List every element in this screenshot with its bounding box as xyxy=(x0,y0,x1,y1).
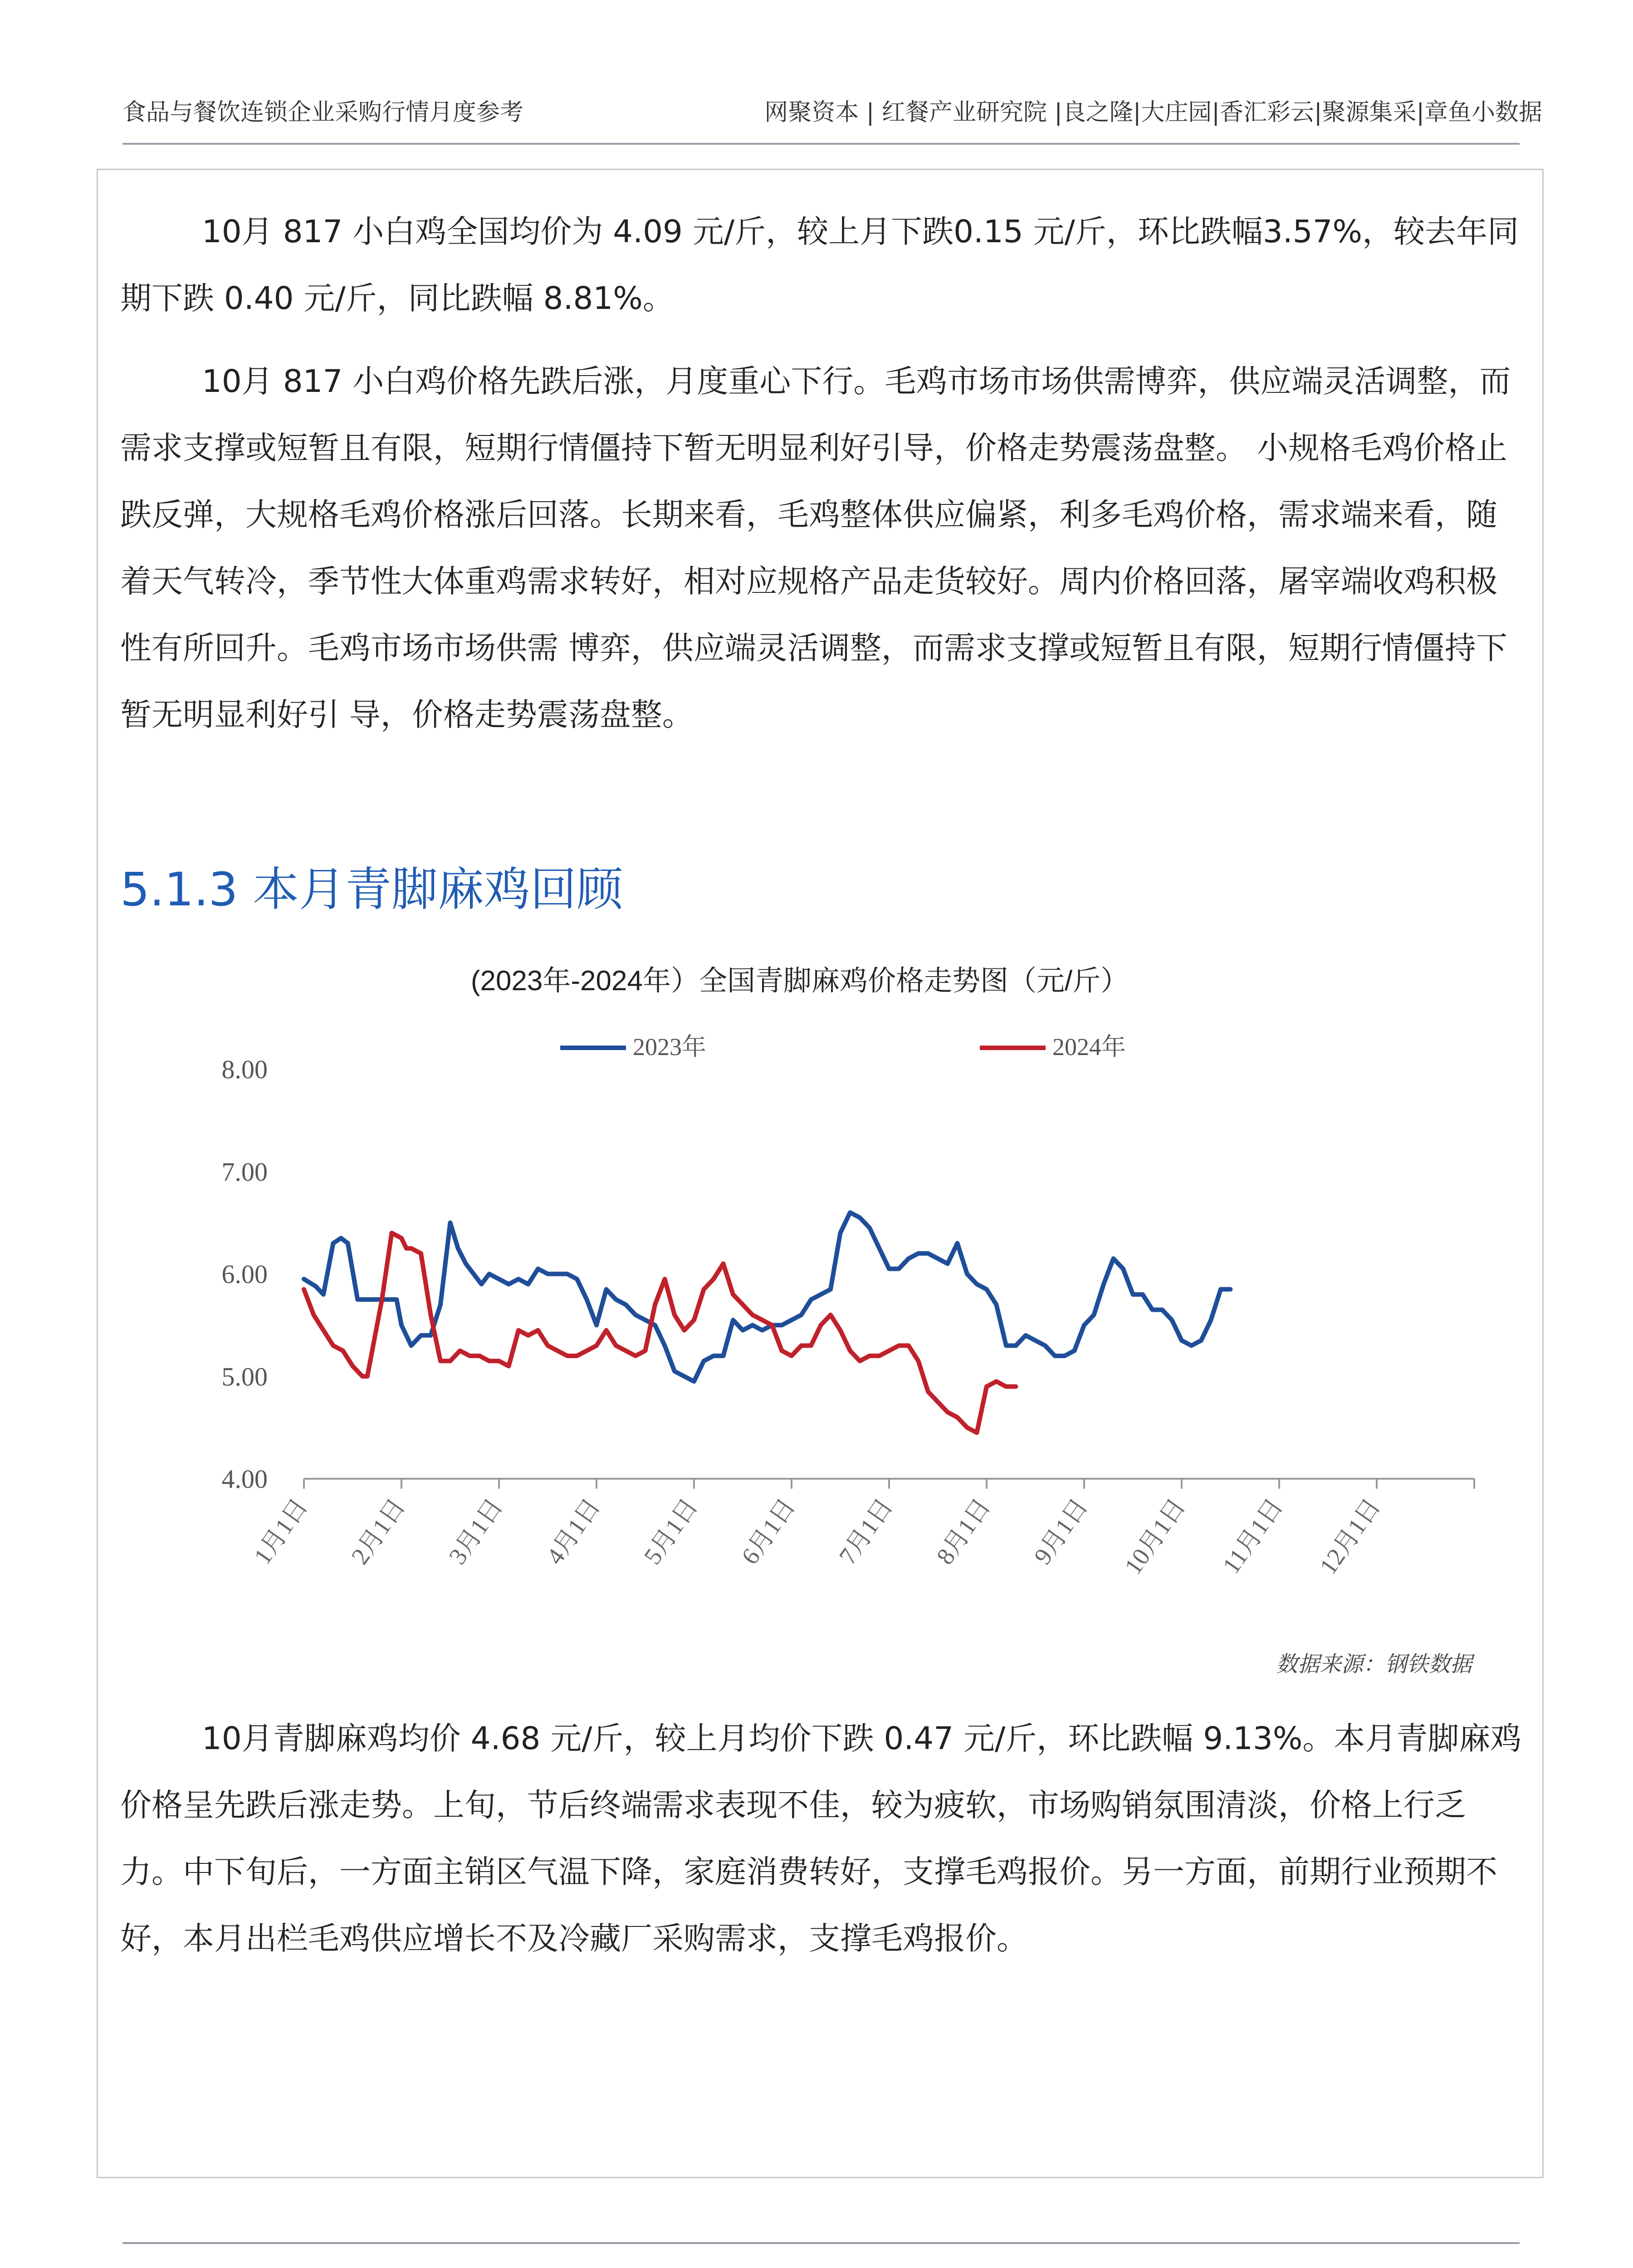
footer-divider xyxy=(122,2242,1520,2244)
x-tick-label: 3月1日 xyxy=(443,1493,508,1569)
paragraph-qingjiao-review: 10月青脚麻鸡均价 4.68 元/斤，较上月均价下跌 0.47 元/斤，环比跌幅 9.13%。本月青脚麻鸡价格呈先跌后涨走势。上旬，节后终端需求表现不佳，较为疲软，市场购销氛围清淡，价格上行乏力。中下旬后，一方面主销区气温下降，家庭消费转好，支撑毛鸡报价。另一方面，前期行业预期不好，本月出栏毛鸡供应增长不及冷藏厂采购需求，支撑毛鸡报价。 xyxy=(120,1721,1522,1957)
chart-title: (2023年-2024年）全国青脚麻鸡价格走势图（元/斤） xyxy=(470,965,1129,997)
y-tick-label: 6.00 xyxy=(221,1259,268,1289)
x-tick-label: 6月1日 xyxy=(736,1493,801,1569)
x-tick-label: 10月1日 xyxy=(1119,1493,1191,1579)
x-tick-label: 12月1日 xyxy=(1314,1493,1386,1579)
x-tick-label: 4月1日 xyxy=(541,1493,606,1569)
series-layer xyxy=(304,1212,1231,1432)
paragraph-broiler-analysis: 10月 817 小白鸡价格先跌后涨，月度重心下行。毛鸡市场市场供需博弈，供应端灵活调整，而需求支撑或短暂且有限，短期行情僵持下暂无明显利好引导，价格走势震荡盘整。 小规格毛鸡价格止跌反弹，大规格毛鸡价格涨后回落。长期来看，毛鸡整体供应偏紧，利多毛鸡价格，需求端来看，随着天气转冷，季节性大体重鸡需求转好，相对应规格产品走货较好。周内价格回落，屠宰端收鸡积极性有所回升。毛鸡市场市场供需 博弈，供应端灵活调整，而需求支撑或短暂且有限，短期行情僵持下暂无明显利好引 导，价格走势震荡盘整。 xyxy=(120,363,1511,733)
chart-legend xyxy=(560,1033,1126,1061)
y-tick-label: 7.00 xyxy=(221,1157,268,1187)
x-tick-label: 1月1日 xyxy=(248,1493,313,1569)
y-tick-label: 8.00 xyxy=(221,1055,268,1084)
x-tick-label: 8月1日 xyxy=(931,1493,996,1569)
section-heading: 5.1.3 本月青脚麻鸡回顾 xyxy=(120,863,623,917)
x-axis xyxy=(249,1479,1474,1579)
x-tick-label: 11月1日 xyxy=(1217,1493,1288,1579)
chart-source: 数据来源：钢铁数据 xyxy=(1276,1652,1472,1677)
legend-label-2024: 2024年 xyxy=(1052,1033,1126,1061)
x-tick-label: 2月1日 xyxy=(346,1493,411,1569)
legend-label-2023: 2023年 xyxy=(633,1033,706,1061)
x-tick-label: 7月1日 xyxy=(833,1493,898,1569)
paragraph-broiler-price: 10月 817 小白鸡全国均价为 4.09 元/斤，较上月下跌0.15 元/斤，环比跌幅3.57%，较去年同期下跌 0.40 元/斤，同比跌幅 8.81%。 xyxy=(120,214,1519,317)
header-right-sources: 网聚资本 | 红餐产业研究院 |良之隆|大庄园|香汇彩云|聚源集采|章鱼小数据 xyxy=(764,99,1542,126)
x-tick-label: 5月1日 xyxy=(638,1493,703,1569)
y-axis xyxy=(222,1055,268,1494)
y-tick-label: 4.00 xyxy=(221,1464,268,1494)
y-tick-label: 5.00 xyxy=(221,1362,268,1392)
x-tick-label: 9月1日 xyxy=(1028,1493,1093,1569)
series-line-2023 xyxy=(304,1212,1231,1381)
header-left-title: 食品与餐饮连锁企业采购行情月度参考 xyxy=(122,99,524,126)
